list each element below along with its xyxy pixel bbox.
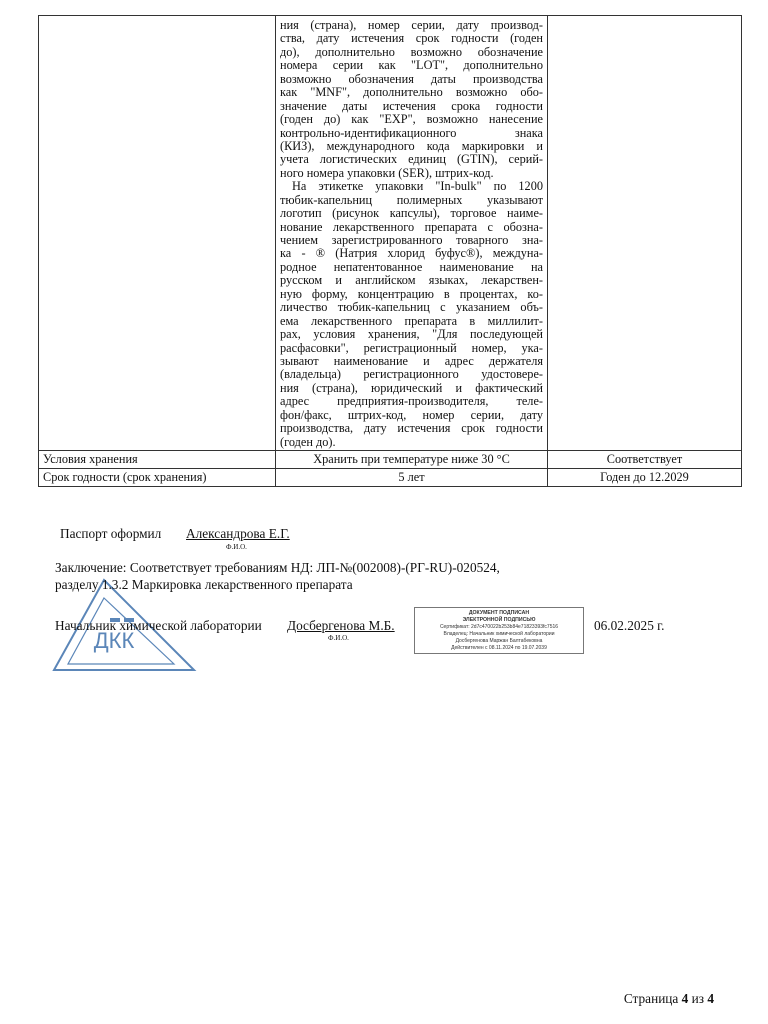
passport-caption: Ф.И.О.: [226, 543, 247, 551]
description-line: (годен до) как "EXP", возможно нанесение: [280, 112, 543, 127]
page-total: 4: [707, 991, 714, 1006]
description-line: нование лекарственного препарата с обозна-: [280, 219, 543, 234]
esign-cert: Сертификат: 2d7c470022b253b84e71823393fc7516: [439, 624, 559, 630]
page-number: [624, 991, 714, 1007]
description-line: как "MNF", дополнительно возможно обо-: [280, 85, 543, 100]
description-line: значение даты истечения срока годности: [280, 98, 543, 113]
description-line: ема лекарственного препарата в миллилит-: [280, 313, 543, 328]
description-line: ства, дату истечения срок годности (годен: [280, 31, 543, 46]
esign-title-1: ДОКУМЕНТ ПОДПИСАН: [468, 610, 530, 616]
table-cell-empty: [39, 16, 276, 451]
head-person: Досбергенова М.Б.: [287, 618, 395, 633]
labeling-description-cell: [276, 16, 548, 451]
page-prefix: Страница: [623, 991, 682, 1006]
description-line: номера серии как "LOT", дополнительно: [280, 58, 543, 73]
description-line: ния (страна), номер серии, дату производ-: [280, 18, 543, 32]
head-label: Начальник химической лаборатории: [55, 618, 262, 633]
description-line: контрольно-идентификационного знака: [280, 125, 543, 140]
param-result: Соответствует: [548, 451, 742, 469]
description-line: ния (страна), юридический и фактический: [280, 380, 543, 395]
electronic-signature-block: [414, 607, 584, 654]
param-name: Условия хранения: [39, 451, 276, 469]
description-line: родное непатентованное наименование на: [280, 259, 543, 274]
description-line: личество тюбик-капельниц с указанием объ-: [280, 300, 543, 315]
conclusion-line-2: разделу 1.3.2 Маркировка лекарственного препарата: [55, 577, 353, 592]
description-line: (владельца) регистрационного удостовере-: [280, 367, 543, 382]
passport-person: Александрова Е.Г.: [186, 526, 290, 541]
spec-table: [38, 15, 742, 487]
description-line: адрес предприятия-производителя, теле-: [280, 394, 543, 409]
description-line: На этикетке упаковки "In-bulk" по 1200: [292, 179, 543, 194]
conclusion-line-1: Заключение: Соответствует требованиям НД: ЛП-№(002008)-(РГ-RU)-020524,: [55, 560, 500, 575]
signature-date: 06.02.2025 г.: [594, 618, 665, 633]
description-line: русском и английском языках, лекарствен-: [280, 273, 543, 288]
description-line: до), дополнительно возможно обозначение: [280, 44, 543, 59]
page-current: 4: [681, 991, 689, 1006]
head-caption: Ф.И.О.: [328, 634, 349, 642]
description-line: (годен до).: [280, 434, 336, 449]
description-line: возможно обозначения даты производства: [280, 71, 543, 86]
description-line: тюбик-капельниц полимерных указывают: [280, 192, 543, 207]
description-line: производства, дату истечения срок годности: [280, 421, 543, 436]
esign-valid: Действителен с 08.11.2024 по 19.07.2039: [451, 645, 547, 651]
description-line: ка - ® (Натрия хлорид буфус®), междуна-: [280, 246, 543, 261]
table-cell-empty: [548, 16, 742, 451]
description-line: рах, условия хранения, "Для последующей: [280, 327, 543, 342]
description-line: фон/факс, штрих-код, номер серии, дату: [280, 407, 543, 422]
description-line: логотип (рисунок капсулы), торговое наиме-: [280, 206, 543, 221]
passport-label: Паспорт оформил: [60, 526, 162, 541]
table-row: [39, 469, 742, 487]
description-line: ную форму, концентрацию в процентах, ко-: [280, 286, 543, 301]
param-name: Срок годности (срок хранения): [39, 469, 276, 487]
table-row: [39, 451, 742, 469]
param-value: Хранить при температуре ниже 30 °С: [276, 451, 548, 469]
description-line: расфасовки", регистрационный номер, ука-: [280, 340, 543, 355]
esign-name: Досбергенова Маржан Балтабековна: [455, 638, 543, 644]
description-line: учета логистических единиц (GTIN), серий-: [280, 152, 543, 167]
table-row: [39, 16, 742, 451]
esign-title-2: ЭЛЕКТРОННОЙ ПОДПИСЬЮ: [462, 617, 536, 623]
description-line: ного номера упаковки (SER), штрих-код.: [280, 165, 494, 180]
param-value: 5 лет: [276, 469, 548, 487]
description-line: (КИЗ), международного кода маркировки и: [280, 138, 543, 153]
stamp-text: ДКК: [93, 628, 135, 653]
description-line: чением зарегистрированного товарного зна-: [280, 233, 543, 247]
esign-owner: Владелец: Начальник химической лаборатории: [443, 631, 555, 637]
param-result: Годен до 12.2029: [548, 469, 742, 487]
description-line: зывают наименование и адрес держателя: [280, 353, 543, 368]
page-mid: из: [688, 991, 708, 1006]
